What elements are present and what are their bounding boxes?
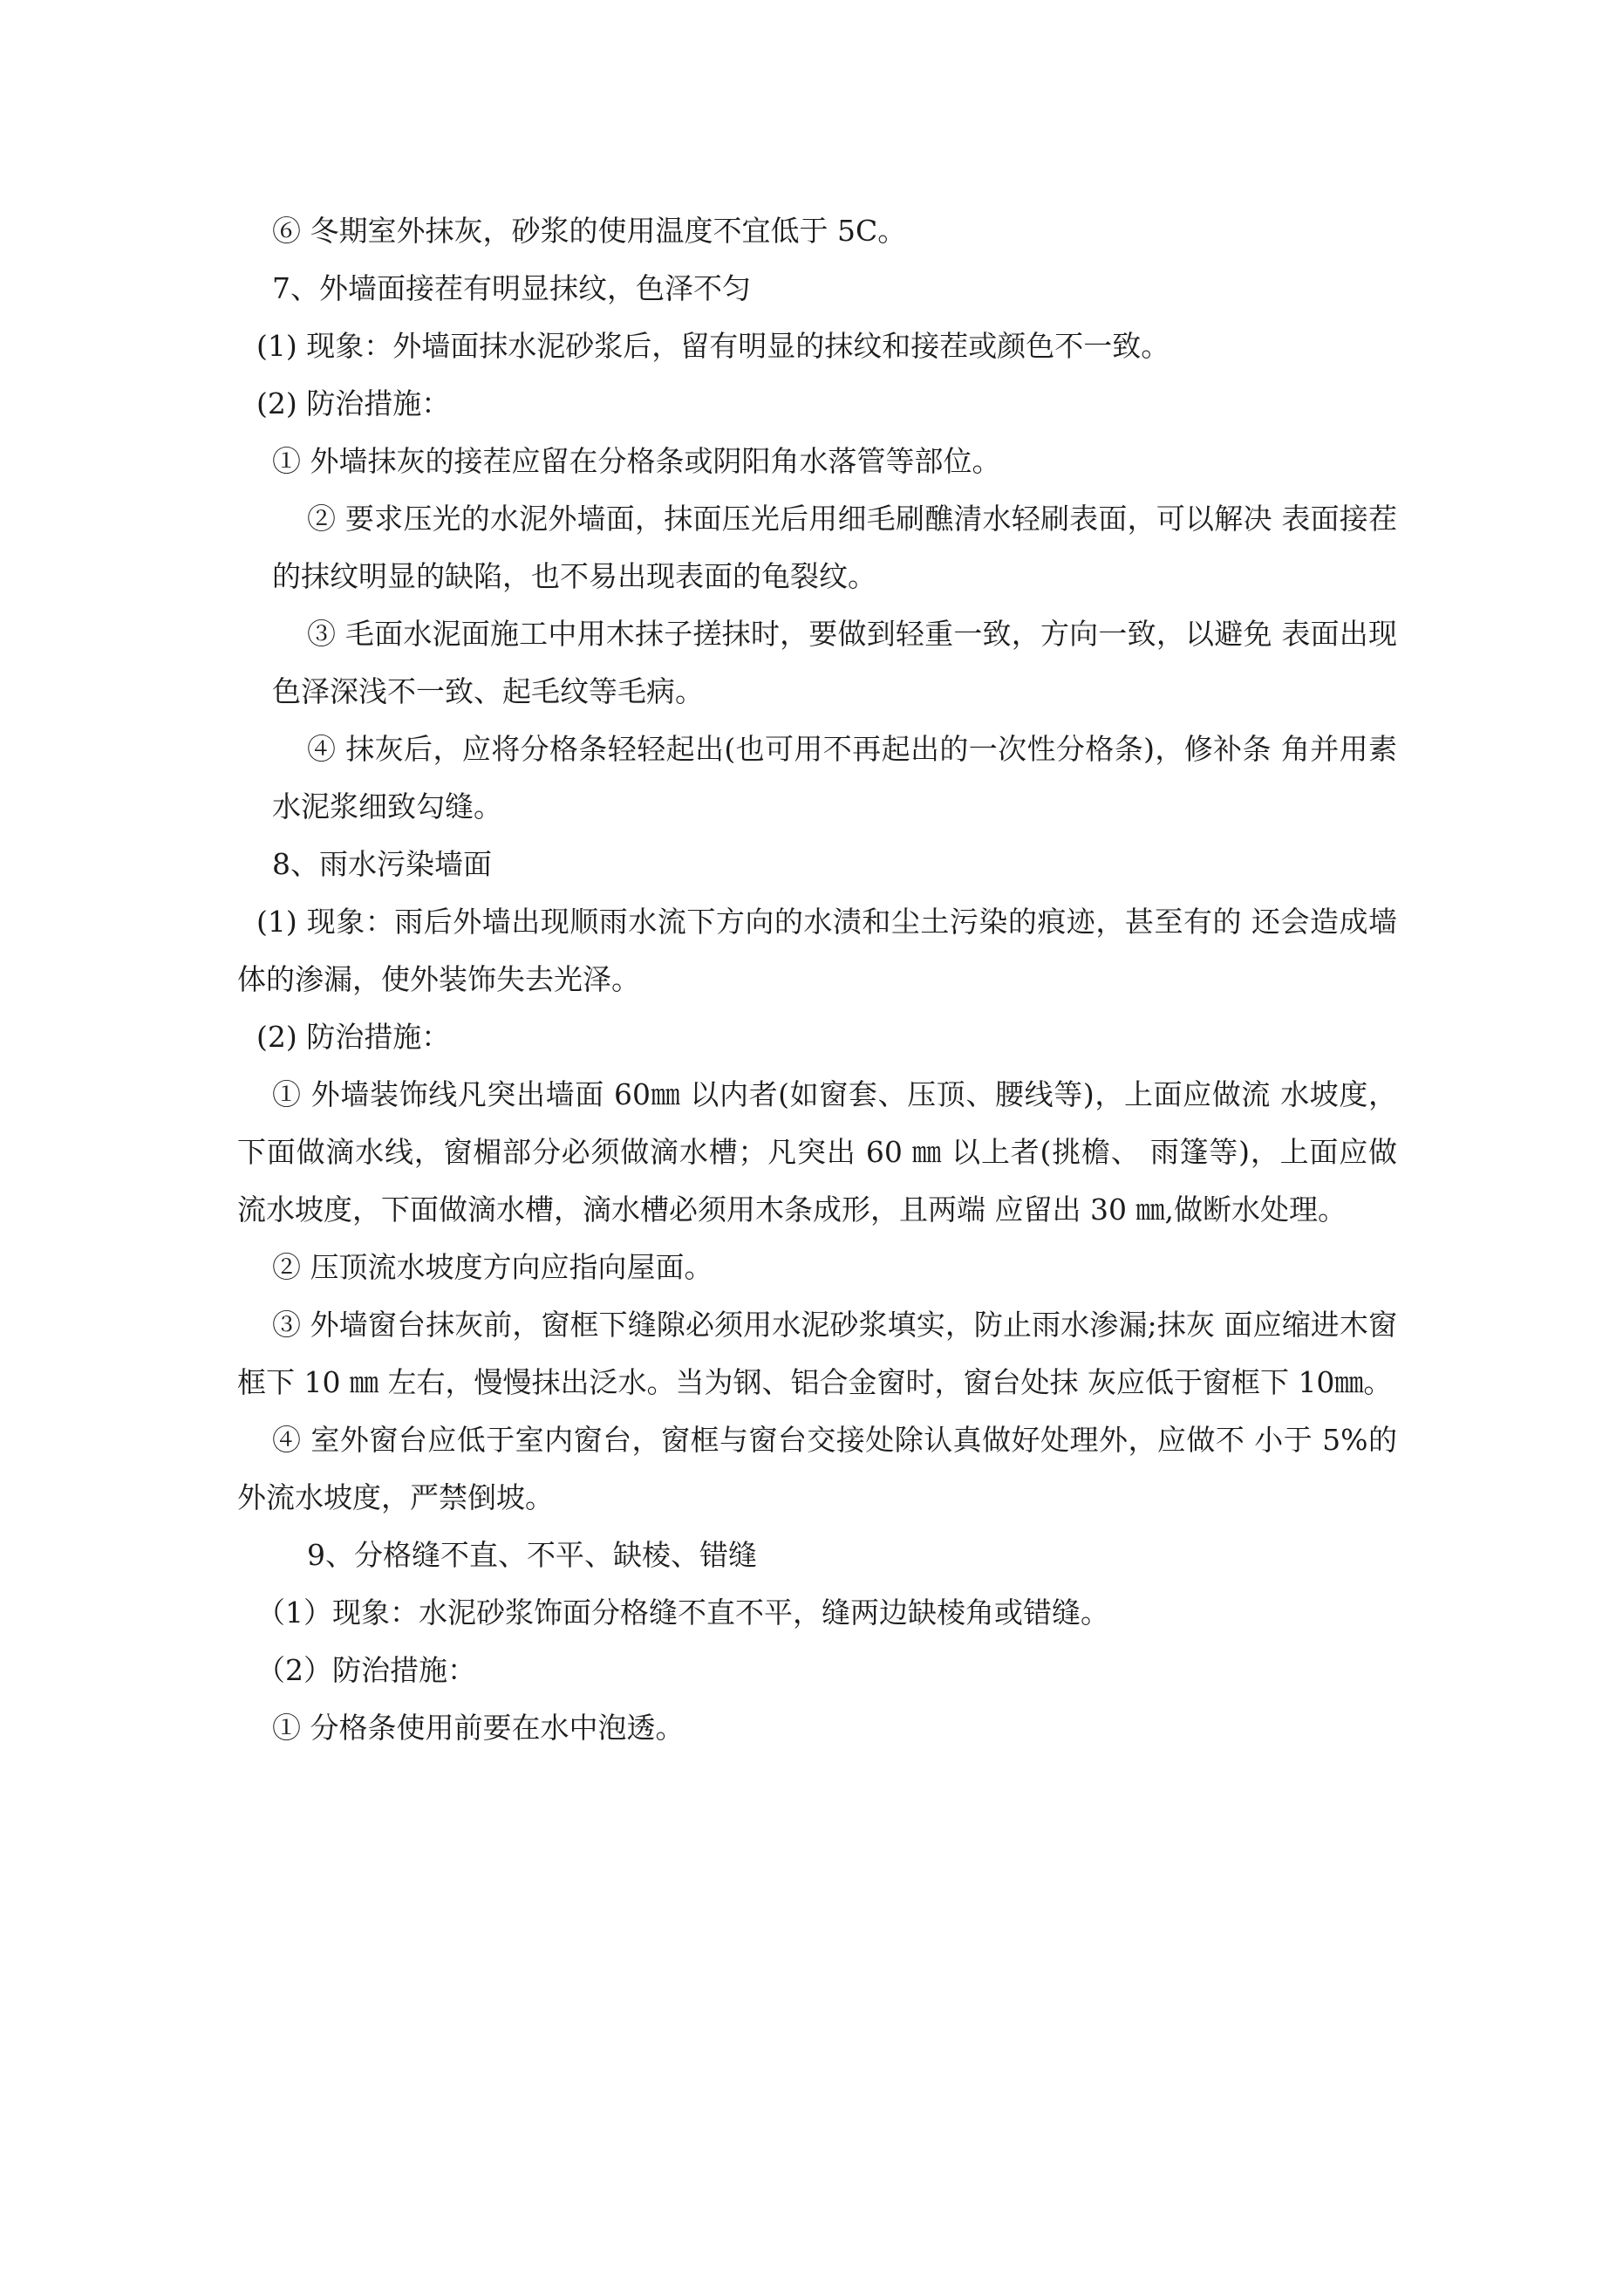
paragraph-measures-7: (2) 防治措施： xyxy=(256,386,451,420)
paragraph-phenomenon-8: (1) 现象：雨后外墙出现顺雨水流下方向的水渍和尘土污染的痕迹，甚至有的 还会造成墙体的渗漏，使外装饰失去光泽。 xyxy=(237,905,1397,996)
paragraph-measure-8-4: ④ 室外窗台应低于室内窗台，窗框与窗台交接处除认真做好处理外，应做不 小于 5%的外流水坡度，严禁倒坡。 xyxy=(237,1423,1397,1514)
section-heading-7: 7、外墙面接茬有明显抹纹，色泽不匀 xyxy=(272,271,751,305)
paragraph-measure-8-2: ② 压顶流水坡度方向应指向屋面。 xyxy=(272,1250,713,1284)
paragraph-measure-7-2: ② 要求压光的水泥外墙面，抹面压光后用细毛刷醮清水轻刷表面，可以解决 表面接茬的抹纹明显的缺陷，也不易出现表面的龟裂纹。 xyxy=(272,502,1397,593)
paragraph-measures-9: （2）防治措施： xyxy=(256,1653,476,1687)
paragraph-measures-8: (2) 防治措施： xyxy=(256,1020,451,1054)
paragraph-measure-8-1: ① 外墙装饰线凡突出墙面 60㎜ 以内者(如窗套、压顶、腰线等)，上面应做流 水坡度，下面做滴水线，窗楣部分必须做滴水槽；凡突出 60 ㎜ 以上者(挑檐、 雨篷等)，上面应做流水坡度，下面做滴水槽，滴水槽必须用木条成形，且两端 应留出 30 ㎜,做断水处理。 xyxy=(237,1077,1397,1227)
paragraph-measure-8-3: ③ 外墙窗台抹灰前，窗框下缝隙必须用水泥砂浆填实，防止雨水渗漏;抹灰 面应缩进木窗框下 10 ㎜ 左右，慢慢抹出泛水。当为钢、铝合金窗时，窗台处抹 灰应低于窗框下 10㎜。 xyxy=(237,1308,1397,1399)
paragraph-measure-9-1: ① 分格条使用前要在水中泡透。 xyxy=(272,1711,685,1745)
section-heading-9: 9、分格缝不直、不平、缺棱、错缝 xyxy=(307,1538,757,1572)
paragraph-item-6-winter-temp: ⑥ 冬期室外抹灰，砂浆的使用温度不宜低于 5C。 xyxy=(272,214,907,248)
paragraph-phenomenon-9: （1）现象：水泥砂浆饰面分格缝不直不平，缝两边缺棱角或错缝。 xyxy=(256,1596,1109,1630)
paragraph-measure-7-4: ④ 抹灰后，应将分格条轻轻起出(也可用不再起出的一次性分格条)，修补条 角并用素水泥浆细致勾缝。 xyxy=(272,732,1397,823)
document-body xyxy=(237,202,1397,1757)
paragraph-measure-7-3: ③ 毛面水泥面施工中用木抹子搓抹时，要做到轻重一致，方向一致，以避免 表面出现色泽深浅不一致、起毛纹等毛病。 xyxy=(272,617,1397,708)
section-heading-8: 8、雨水污染墙面 xyxy=(272,847,492,881)
paragraph-measure-7-1: ① 外墙抹灰的接茬应留在分格条或阴阳角水落管等部位。 xyxy=(272,444,1001,478)
paragraph-phenomenon-7: (1) 现象：外墙面抹水泥砂浆后，留有明显的抹纹和接茬或颜色不一致。 xyxy=(256,329,1170,363)
